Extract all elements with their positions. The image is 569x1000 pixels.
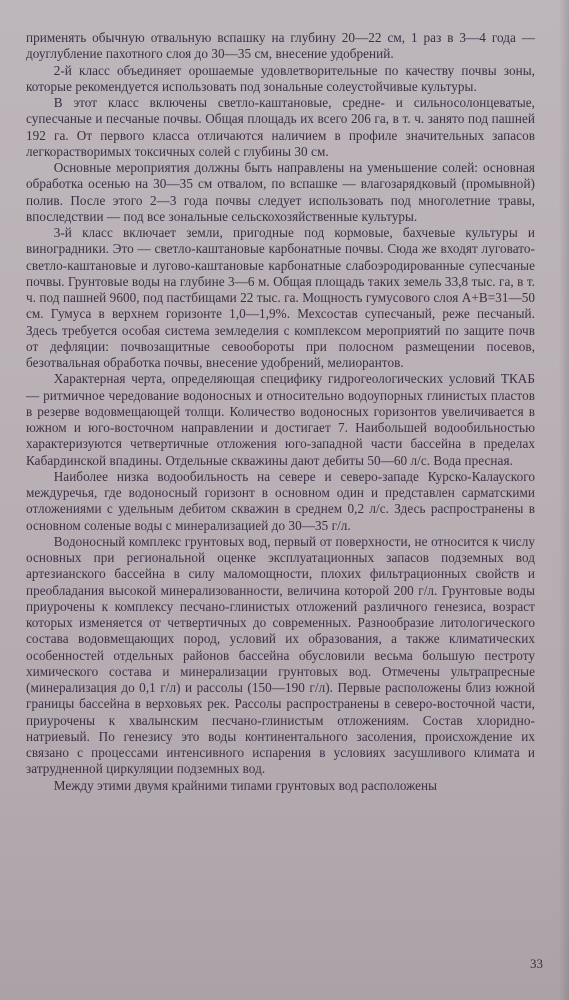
- paragraph-class-3: 3-й класс включает земли, пригодные под кормовые, бахчевые культуры и виноградники. Это — светло-каштановые карбонатные почвы. Сюда же входят луговато-светло-каштановые и лугово-каштановые карбонатные слабоэродированные супесчаные почвы. Грунтовые воды на глубине 3—6 м. Общая площадь таких земель 33,8 тыс. га, в т. ч. под пашней 9600, под пастбищами 22 тыс. га. Мощность гумусового слоя А+В=31—50 см. Гумуса в верхнем горизонте 1,0—1,9%. Мехсостав супесчаный, реже песчаный. Здесь требуется особая система земледелия с комплексом мероприятий по защите почв от дефляции: почвозащитные севообороты при полосном размещении посевов, безотвальная обработка почвы, внесение удобрений, мелиорантов.: [26, 225, 535, 370]
- paragraph-low-water-yield: Наиболее низка водообильность на севере и северо-западе Курско-Калауского междуречья, где водоносный горизонт в основном один и представлен сарматскими отложениями с удельным дебитом скважин в среднем 0,2 л/с. Здесь распространены в основном соленые воды с минерализацией до 30—35 г/л.: [26, 468, 535, 533]
- page-number: 33: [530, 956, 543, 971]
- paragraph-hydrogeology: Характерная черта, определяющая специфику гидрогеологических условий ТКАБ — ритмичное чередование водоносных и относительно водоупорных глинистых пластов в резерве водовмещающей толщи. Количество водоносных горизонтов увеличивается в южном и юго-восточном направлении и достигает 7. Наибольшей водообильностью характеризуются четвертичные отложения юго-западной части бассейна в пределах Кабардинской впадины. Отдельные скважины дают дебиты 50—60 л/с. Вода пресная.: [26, 371, 535, 468]
- paragraph-class-2: 2-й класс объединяет орошаемые удовлетворительные по качеству почвы зоны, которые рекомендуется использовать под зональные солеустойчивые культуры.: [26, 62, 535, 94]
- paragraph-groundwater-complex: Водоносный комплекс грунтовых вод, первый от поверхности, не относится к числу основных при региональной оценке эксплуатационных запасов подземных вод артезианского бассейна в силу маломощности, плохих фильтрационных свойств и преобладания высокой минерализованности, величина которой 200 г/л. Грунтовые воды приурочены к комплексу песчано-глинистых отложений различного генезиса, возраст которых изменяется от четвертичных до современных. Разнообразие литологического состава водовмещающих пород, условий их образования, а также климатических особенностей отдельных районов бассейна обусловили весьма большую пестроту химического состава и минерализации грунтовых вод. Отмечены ультрапресные (минерализация до 0,1 г/л) и рассолы (150—190 г/л). Первые расположены близ южной границы бассейна в верховьях рек. Рассолы распространены в северо-восточной части, приурочены к хвалынским песчано-глинистым отложениям. Состав хлоридно-натриевый. По генезису это воды континентального засоления, происхождение их связано с процессами интенсивного испарения в условиях засушливого климата и затрудненной циркуляции подземных вод.: [26, 533, 535, 777]
- paragraph-continuation: применять обычную отвальную вспашку на глубину 20—22 см, 1 раз в 3—4 года — доуглубление пахотного слоя до 30—35 см, внесение удобрений.: [26, 30, 535, 62]
- paragraph-measures: Основные мероприятия должны быть направлены на уменьшение солей: основная обработка осенью на 30—35 см отвалом, по вспашке — влагозарядковый (промывной) полив. После этого 2—3 года почвы следует использовать под многолетние травы, впоследствии — под все зональные сельскохозяйственные культуры.: [26, 160, 535, 224]
- body-text: [26, 30, 535, 794]
- paragraph-class-2-soils: В этот класс включены светло-каштановые, средне- и сильносолонцеватые, супесчаные и песчаные почвы. Общая площадь их всего 206 га, в т. ч. занято под пашней 192 га. От первого класса отличаются наличием в профиле значительных запасов легкорастворимых токсичных солей с глубины 30 см.: [26, 95, 535, 159]
- paragraph-final: Между этими двумя крайними типами грунтовых вод расположены: [53, 777, 438, 793]
- page-edge-shadow: [559, 0, 569, 1000]
